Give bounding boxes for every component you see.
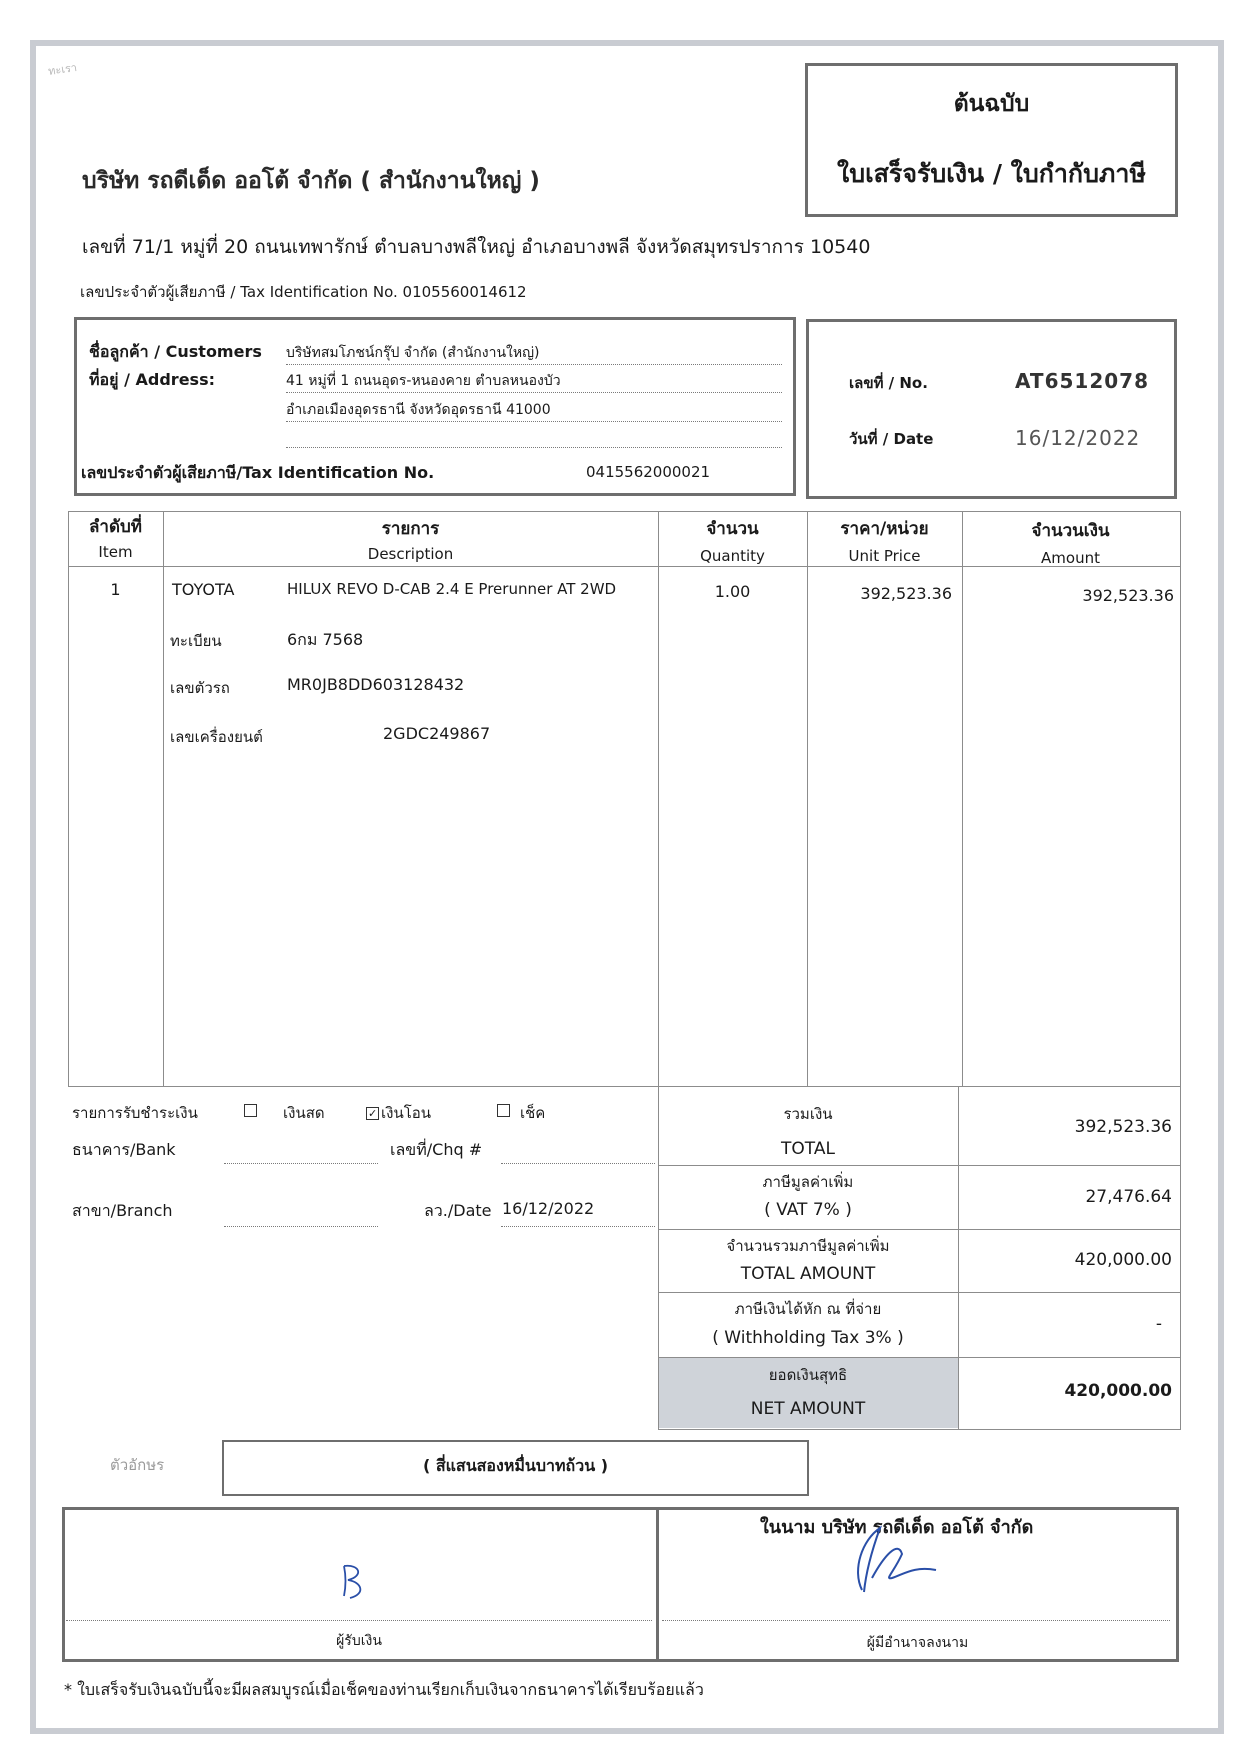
receiver-signature [338, 1562, 378, 1602]
total-th: รวมเงิน [783, 1105, 833, 1123]
payment-date-label: ลว./Date [424, 1201, 492, 1220]
header-qty-en: Quantity [700, 547, 765, 565]
detail-plate-label: ทะเบียน [170, 632, 222, 650]
scribble: ทะเรา [47, 61, 78, 78]
authorized-signature [832, 1520, 952, 1600]
vat-th: ภาษีมูลค่าเพิ่ม [762, 1173, 854, 1191]
customer-tax-label: เลขประจำตัวผู้เสียภาษี/Tax Identification No. [81, 463, 435, 482]
header-desc-en: Description [367, 545, 454, 563]
detail-engine-label: เลขเครื่องยนต์ [170, 728, 263, 746]
totals-row-line-2 [658, 1229, 1180, 1230]
amount-words-value: ( สี่แสนสองหมื่นบาทถ้วน ) [422, 1456, 609, 1475]
transfer-checkbox[interactable]: ✓ [367, 1107, 378, 1120]
total-amount-value: 420,000.00 [1074, 1250, 1172, 1270]
header-amount-en: Amount [1041, 549, 1100, 567]
withholding-en: ( Withholding Tax 3% ) [712, 1328, 904, 1348]
header-desc-th: รายการ [381, 519, 440, 539]
doc-type-box [805, 63, 1178, 217]
total-en: TOTAL [781, 1139, 835, 1159]
cheque-checkbox[interactable] [497, 1104, 510, 1117]
footnote: * ใบเสร็จรับเงินฉบับนี้จะมีผลสมบูรณ์เมื่อเช็คของท่านเรียกเก็บเงินจากธนาคารได้เรียบร้อยแล้ว [64, 1680, 704, 1699]
payment-method-label: รายการรับชำระเงิน [72, 1104, 198, 1122]
cheque-no-field [501, 1163, 655, 1164]
doc-date-label: วันที่ / Date [849, 430, 934, 448]
customer-address-label: ที่อยู่ / Address: [89, 370, 215, 389]
row-amount: 392,523.36 [1082, 586, 1174, 605]
doc-type-title: ใบเสร็จรับเงิน / ใบกำกับภาษี [837, 159, 1146, 188]
detail-plate-value: 6กม 7568 [287, 630, 364, 649]
amount-words-label: ตัวอักษร [110, 1456, 165, 1474]
total-amount-th: จำนวนรวมภาษีมูลค่าเพิ่ม [726, 1237, 890, 1255]
detail-engine-value: 2GDC249867 [383, 724, 491, 743]
row-model: HILUX REVO D-CAB 2.4 E Prerunner AT 2WD [287, 580, 617, 598]
totals-divider [958, 1086, 959, 1429]
company-name: บริษัท รถดีเด็ด ออโต้ จำกัด ( สำนักงานใหญ่ ) [82, 168, 540, 194]
customer-address3-dots [286, 447, 782, 448]
totals-row-line-3 [658, 1292, 1180, 1293]
doc-no-label: เลขที่ / No. [849, 374, 928, 392]
header-unit-th: ราคา/หน่วย [840, 519, 929, 539]
totals-row-line-1 [658, 1165, 1180, 1166]
total-value: 392,523.36 [1074, 1117, 1172, 1137]
cheque-label: เช็ค [520, 1104, 546, 1122]
bank-field [224, 1163, 378, 1164]
payment-date-field [501, 1226, 655, 1227]
receiver-label: ผู้รับเงิน [336, 1633, 382, 1649]
row-quantity: 1.00 [714, 582, 751, 601]
row-item: 1 [110, 580, 121, 599]
company-address: เลขที่ 71/1 หมู่ที่ 20 ถนนเทพารักษ์ ตำบลบางพลีใหญ่ อำเภอบางพลี จังหวัดสมุทรปราการ 10540 [82, 236, 871, 258]
cash-label: เงินสด [283, 1104, 325, 1122]
vat-en: ( VAT 7% ) [764, 1200, 852, 1220]
bank-label: ธนาคาร/Bank [72, 1140, 176, 1159]
header-item-th: ลำดับที่ [88, 517, 142, 537]
header-unit-en: Unit Price [848, 547, 921, 565]
company-tax-id: เลขประจำตัวผู้เสียภาษี / Tax Identification No. 0105560014612 [80, 283, 527, 301]
transfer-label: เงินโอน [381, 1104, 432, 1122]
net-amount-en: NET AMOUNT [750, 1399, 866, 1419]
authorized-sign-line [662, 1620, 1170, 1621]
on-behalf-label: ในนาม บริษัท รถดีเด็ด ออโต้ จำกัด [760, 1517, 1034, 1538]
doc-no-value: AT6512078 [1015, 369, 1149, 393]
customer-box [74, 317, 796, 496]
payment-date-value: 16/12/2022 [502, 1199, 595, 1218]
customer-address-line2: อำเภอเมืองอุดรธานี จังหวัดอุดรธานี 41000 [286, 402, 551, 418]
original-label: ต้นฉบับ [953, 91, 1030, 117]
cheque-no-label: เลขที่/Chq # [390, 1140, 483, 1159]
branch-label: สาขา/Branch [72, 1201, 173, 1220]
header-amount-th: จำนวนเงิน [1031, 521, 1110, 541]
detail-chassis-label: เลขตัวรถ [170, 679, 230, 697]
header-qty-th: จำนวน [706, 519, 759, 539]
col-divider-1 [163, 511, 164, 1086]
net-amount-th: ยอดเงินสุทธิ [768, 1366, 848, 1384]
branch-field [224, 1226, 378, 1227]
row-brand: TOYOTA [172, 580, 235, 599]
total-amount-en: TOTAL AMOUNT [740, 1264, 876, 1284]
authorized-label: ผู้มีอำนาจลงนาม [866, 1635, 969, 1651]
row-unit-price: 392,523.36 [860, 584, 952, 603]
customer-address2-dots [286, 421, 782, 422]
doc-date-value: 16/12/2022 [1015, 426, 1141, 450]
customer-name-dots [286, 364, 782, 365]
customer-address-line1: 41 หมู่ที่ 1 ถนนอุดร-หนองคาย ตำบลหนองบัว [286, 373, 561, 389]
receiver-sign-line [66, 1620, 652, 1621]
withholding-th: ภาษีเงินได้หัก ณ ที่จ่าย [734, 1300, 882, 1318]
customer-address1-dots [286, 392, 782, 393]
vat-value: 27,476.64 [1085, 1187, 1172, 1207]
withholding-value: - [1155, 1314, 1162, 1334]
cash-checkbox[interactable] [244, 1104, 257, 1117]
header-item-en: Item [98, 543, 133, 561]
net-amount-value: 420,000.00 [1064, 1381, 1172, 1401]
doc-info-box [806, 319, 1177, 499]
customer-name-label: ชื่อลูกค้า / Customers [89, 342, 262, 361]
detail-chassis-value: MR0JB8DD603128432 [287, 675, 465, 694]
customer-tax-id: 0415562000021 [586, 463, 711, 481]
customer-name: บริษัทสมโภชน์กรุ๊ป จำกัด (สำนักงานใหญ่) [286, 345, 540, 361]
